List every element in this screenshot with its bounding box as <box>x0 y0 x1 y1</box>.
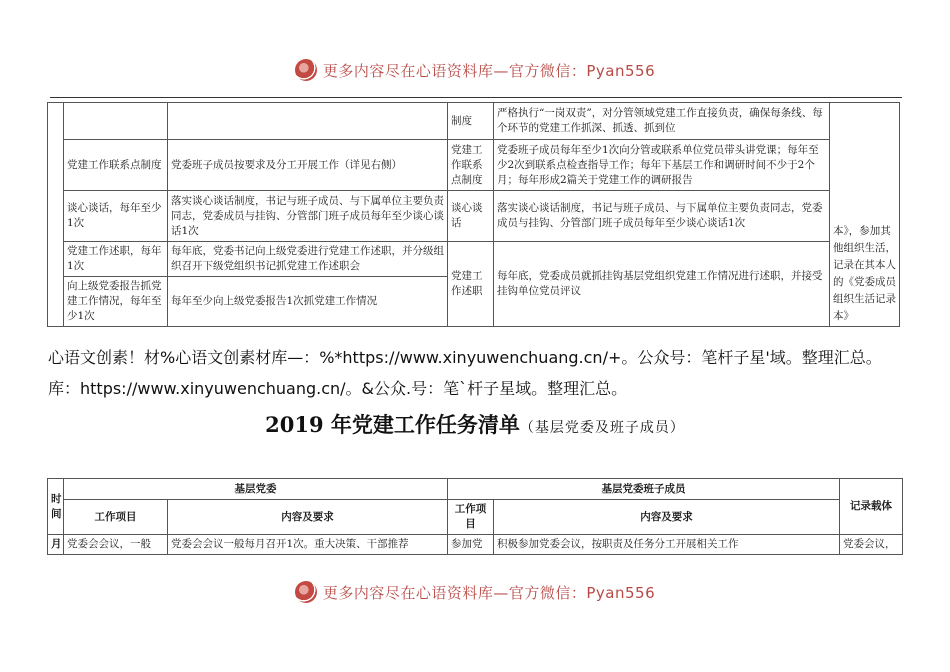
column-header: 内容及要求 <box>494 500 840 535</box>
column-header: 工作项目 <box>448 500 494 535</box>
record-carrier-cell: 党委会议， <box>840 535 903 555</box>
work-item-cell: 党委会会议，一般 <box>64 535 168 555</box>
column-header: 内容及要求 <box>168 500 448 535</box>
record-carrier-cell: 本》，参加其他组织生活，记录在其本人的《党委成员组织生活记录本》 <box>830 103 900 327</box>
body-text-line: 心语文创素！材%心语文创素材库—：%*https://www.xinyuwenchuang.cn/+。公众号：笔杆子星'域。整理汇总。 <box>48 348 882 367</box>
watermark-banner-bottom <box>0 581 950 603</box>
watermark-banner-top <box>0 59 950 81</box>
content-cell <box>168 103 448 140</box>
table-row <box>48 535 903 555</box>
record-header: 记录载体 <box>840 479 903 535</box>
brand-logo-icon <box>295 59 317 81</box>
page-title <box>0 409 950 439</box>
table-header-row <box>48 479 903 500</box>
member-item-cell: 制度 <box>448 103 494 140</box>
member-content-cell: 严格执行“一岗双责”，对分管领域党建工作直接负责，确保每条线、每个环节的党建工作抓深、抓透、抓到位 <box>494 103 830 140</box>
work-item-cell: 谈心谈话，每年至少1次 <box>64 191 168 242</box>
time-cell <box>48 103 64 327</box>
table-row <box>48 242 900 277</box>
work-item-cell <box>64 103 168 140</box>
work-item-cell: 党建工作述职，每年1次 <box>64 242 168 277</box>
member-item-cell: 谈心谈话 <box>448 191 494 242</box>
content-cell: 党委会会议一般每月召开1次。重大决策、干部推荐 <box>168 535 448 555</box>
content-cell: 落实谈心谈话制度，书记与班子成员、与下属单位主要负责同志，党委成员与挂钩、分管部门班子成员每年至少谈心谈话1次 <box>168 191 448 242</box>
member-content-cell: 每年底，党委成员就抓挂钩基层党组织党建工作情况进行述职，并接受挂钩单位党员评议 <box>494 242 830 327</box>
title-main: 2019 年党建工作任务清单 <box>265 412 520 437</box>
group-header-members: 基层党委班子成员 <box>448 479 840 500</box>
brand-logo-icon <box>295 581 317 603</box>
member-content-cell: 落实谈心谈话制度，书记与班子成员、与下属单位主要负责同志，党委成员与挂钩、分管部门班子成员每年至少谈心谈话1次 <box>494 191 830 242</box>
title-subtitle: （基层党委及班子成员） <box>519 420 685 436</box>
member-item-cell: 党建工作联系点制度 <box>448 140 494 191</box>
banner-text: 更多内容尽在心语资料库—官方微信：Pyan556 <box>322 583 656 602</box>
work-item-cell: 向上级党委报告抓党建工作情况，每年至少1次 <box>64 277 168 327</box>
body-text-line: 库：https://www.xinyuwenchuang.cn/。&公众.号：笔`杆子星域。整理汇总。 <box>48 379 628 398</box>
banner-text: 更多内容尽在心语资料库—官方微信：Pyan556 <box>322 61 656 80</box>
content-cell: 每年底，党委书记向上级党委进行党建工作述职，并分级组织召开下级党组织书记抓党建工作述职会 <box>168 242 448 277</box>
content-cell: 每年至少向上级党委报告1次抓党建工作情况 <box>168 277 448 327</box>
header-rule <box>50 97 902 98</box>
content-cell: 党委班子成员按要求及分工开展工作（详见右侧） <box>168 140 448 191</box>
task-table-continued <box>47 102 900 327</box>
member-content-cell: 积极参加党委会议，按职责及任务分工开展相关工作 <box>494 535 840 555</box>
member-item-cell: 党建工作述职 <box>448 242 494 327</box>
table-row <box>48 140 900 191</box>
table-header-row <box>48 500 903 535</box>
table-row <box>48 103 900 140</box>
task-table <box>47 478 903 555</box>
member-item-cell: 参加党 <box>448 535 494 555</box>
time-cell: 月 <box>48 535 64 555</box>
table-row <box>48 191 900 242</box>
member-content-cell: 党委班子成员每年至少1次向分管或联系单位党员带头讲党课；每年至少2次到联系点检查指导工作；每年下基层工作和调研时间不少于2个月；每年形成2篇关于党建工作的调研报告 <box>494 140 830 191</box>
column-header: 工作项目 <box>64 500 168 535</box>
work-item-cell: 党建工作联系点制度 <box>64 140 168 191</box>
time-header: 时间 <box>48 479 64 535</box>
group-header-committee: 基层党委 <box>64 479 448 500</box>
